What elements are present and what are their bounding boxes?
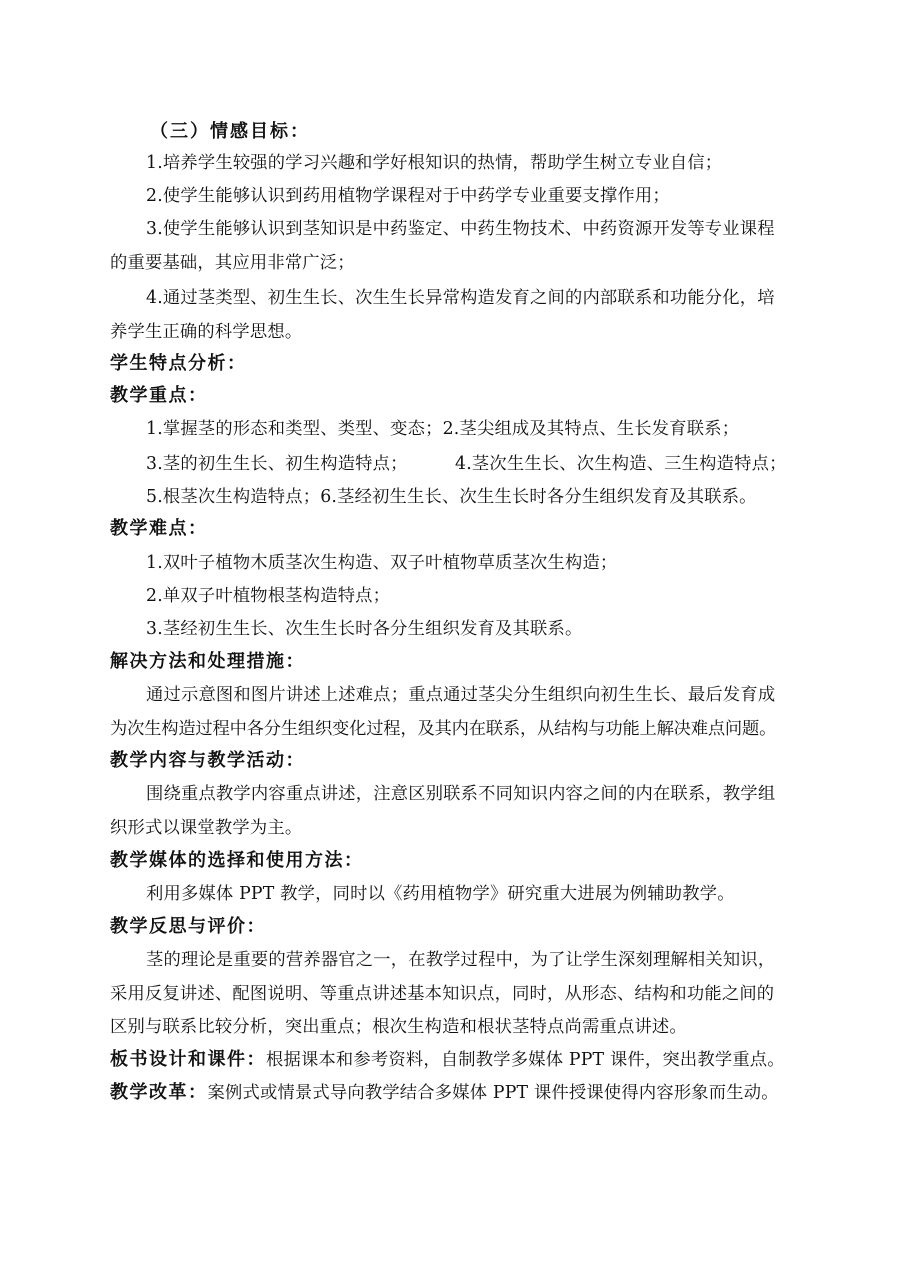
reform-text: 案例式或情景式导向教学结合多媒体 PPT 课件授课使得内容形象而生动。 — [207, 1083, 779, 1103]
key-points-title: 教学重点： — [110, 385, 208, 406]
key-point-1: 1.掌握茎的形态和类型、类型、变态；2.茎尖组成及其特点、生长发育联系； — [146, 419, 740, 439]
reflection-line-3: 区别与联系比较分析，突出重点；根次生构造和根状茎特点尚需重点讲述。 — [110, 1017, 687, 1037]
key-point-5: 5.根茎次生构造特点；6.茎经初生生长、次生生长时各分生组织发育及其联系。 — [146, 487, 757, 507]
section3-item-2: 2.使学生能够认识到药用植物学课程对于中药学专业重要支撑作用； — [146, 186, 670, 206]
content-activities-line-1: 围绕重点教学内容重点讲述，注意区别联系不同知识内容之间的内在联系，教学组 — [146, 784, 776, 804]
reflection-title: 教学反思与评价： — [110, 916, 266, 937]
difficulties-title: 教学难点： — [110, 518, 208, 539]
media-title: 教学媒体的选择和使用方法： — [110, 850, 364, 871]
content-activities-line-2: 织形式以课堂教学为主。 — [110, 818, 303, 838]
solutions-line-1: 通过示意图和图片讲述上述难点；重点通过茎尖分生组织向初生生长、最后发育成 — [146, 685, 776, 705]
reform-row — [110, 1081, 779, 1105]
solutions-title: 解决方法和处理措施： — [110, 651, 305, 672]
board-design-row — [110, 1048, 785, 1072]
student-analysis-title: 学生特点分析： — [110, 353, 247, 374]
solutions-line-2: 为次生构造过程中各分生组织变化过程，及其内在联系，从结构与功能上解决难点问题。 — [110, 719, 777, 739]
section3-item-3-cont: 的重要基础，其应用非常广泛； — [110, 253, 355, 273]
section3-item-4-cont: 养学生正确的科学思想。 — [110, 322, 303, 342]
difficulty-3: 3.茎经初生生长、次生生长时各分生组织发育及其联系。 — [146, 619, 583, 639]
reform-title: 教学改革： — [110, 1082, 208, 1103]
board-design-text: 根据课本和参考资料，自制教学多媒体 PPT 课件，突出教学重点。 — [266, 1050, 785, 1070]
section3-item-3: 3.使学生能够认识到茎知识是中药鉴定、中药生物技术、中药资源开发等专业课程 — [146, 219, 775, 239]
media-line-1: 利用多媒体 PPT 教学，同时以《药用植物学》研究重大进展为例辅助教学。 — [146, 884, 735, 904]
key-point-3: 3.茎的初生生长、初生构造特点； — [146, 454, 408, 474]
difficulty-1: 1.双叶子植物木质茎次生构造、双子叶植物草质茎次生构造； — [146, 553, 618, 573]
section3-title: （三）情感目标： — [150, 121, 310, 142]
section3-item-4: 4.通过茎类型、初生生长、次生生长异常构造发育之间的内部联系和功能分化，培 — [146, 288, 775, 308]
board-design-title: 板书设计和课件： — [110, 1049, 266, 1070]
reflection-line-2: 采用反复讲述、配图说明、等重点讲述基本知识点，同时，从形态、结构和功能之间的 — [110, 984, 775, 1004]
section3-item-1: 1.培养学生较强的学习兴趣和学好根知识的热情，帮助学生树立专业自信； — [146, 153, 723, 173]
difficulty-2: 2.单双子叶植物根茎构造特点； — [146, 586, 391, 606]
content-activities-title: 教学内容与教学活动： — [110, 750, 305, 771]
reflection-line-1: 茎的理论是重要的营养器官之一，在教学过程中，为了让学生深刻理解相关知识， — [146, 950, 776, 970]
key-point-4: 4.茎次生生长、次生构造、三生构造特点； — [455, 454, 787, 474]
